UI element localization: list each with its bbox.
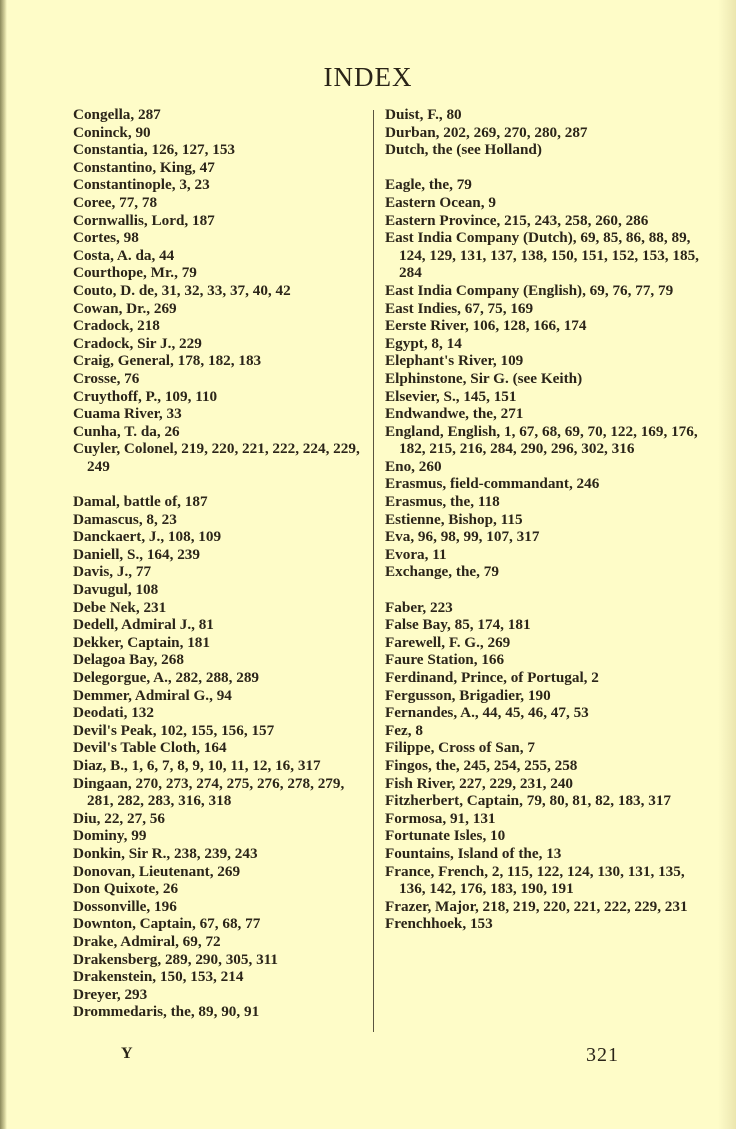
index-entry: France, French, 2, 115, 122, 124, 130, 131, 135, 136, 142, 176, 183, 190, 191: [385, 862, 685, 898]
index-entry: Constantinople, 3, 23: [73, 176, 210, 194]
index-entry: Cortes, 98: [73, 229, 139, 247]
index-entry: Congella, 287: [73, 106, 161, 123]
index-entry: Coree, 77, 78: [73, 193, 158, 211]
index-entry: Exchange, the, 79: [385, 563, 499, 581]
index-entry: Damal, battle of, 187: [73, 493, 208, 511]
index-column-right: [385, 106, 703, 933]
page-edge-left: [0, 0, 7, 1129]
index-entry: Faure Station, 166: [385, 651, 505, 669]
index-entry: Eno, 260: [385, 457, 442, 475]
index-entry: Eerste River, 106, 128, 166, 174: [385, 317, 587, 335]
index-entry: Fernandes, A., 44, 45, 46, 47, 53: [385, 704, 589, 722]
index-entry: False Bay, 85, 174, 181: [385, 616, 531, 634]
index-entry: Durban, 202, 269, 270, 280, 287: [385, 123, 588, 141]
index-entry: Delagoa Bay, 268: [73, 651, 184, 669]
index-entry: Frazer, Major, 218, 219, 220, 221, 222, 229, 231: [385, 897, 688, 915]
index-entry: Frenchhoek, 153: [385, 915, 493, 933]
index-entry: Davis, J., 77: [73, 563, 152, 581]
index-entry: Devil's Peak, 102, 155, 156, 157: [73, 721, 275, 739]
index-entry: Delegorgue, A., 282, 288, 289: [73, 669, 260, 686]
index-entry: Fingos, the, 245, 254, 255, 258: [385, 756, 578, 774]
index-entry: Davugul, 108: [73, 581, 159, 599]
index-entry: Damascus, 8, 23: [73, 510, 177, 528]
index-entry: Elephant's River, 109: [385, 352, 524, 370]
index-entry: Duist, F., 80: [385, 106, 462, 123]
index-entry: Daniell, S., 164, 239: [73, 545, 200, 563]
index-entry: Ferdinand, Prince, of Portugal, 2: [385, 669, 599, 686]
index-entry: Drakensberg, 289, 290, 305, 311: [73, 950, 279, 968]
index-entry: Cunha, T. da, 26: [73, 422, 180, 440]
index-entry: Faber, 223: [385, 598, 453, 616]
index-entry: Fergusson, Brigadier, 190: [385, 686, 551, 704]
index-entry: East Indies, 67, 75, 169: [385, 299, 534, 317]
index-entry: Fitzherbert, Captain, 79, 80, 81, 82, 183, 317: [385, 792, 672, 810]
index-entry: Downton, Captain, 67, 68, 77: [73, 915, 261, 933]
index-column-left: [73, 106, 365, 1021]
index-entry: Elphinstone, Sir G. (see Keith): [385, 369, 583, 387]
column-divider: [373, 110, 374, 1032]
index-entry: Dominy, 99: [73, 827, 147, 845]
index-entry: Devil's Table Cloth, 164: [73, 739, 227, 757]
index-entry: Cuama River, 33: [73, 405, 182, 423]
index-entry: Eastern Province, 215, 243, 258, 260, 286: [385, 211, 649, 229]
index-entry: Drake, Admiral, 69, 72: [73, 932, 221, 950]
index-entry: Eva, 96, 98, 99, 107, 317: [385, 528, 540, 546]
index-entry: Dingaan, 270, 273, 274, 275, 276, 278, 279, 281, 282, 283, 316, 318: [73, 774, 345, 810]
index-entry: Donovan, Lieutenant, 269: [73, 862, 241, 880]
index-entry: Cuyler, Colonel, 219, 220, 221, 222, 224, 229, 249: [73, 440, 360, 475]
index-entry: Cradock, 218: [73, 317, 160, 335]
index-entry: Cruythoff, P., 109, 110: [73, 387, 218, 405]
index-entry: Don Quixote, 26: [73, 880, 179, 898]
page-number: 321: [586, 1044, 619, 1066]
index-entry: Fez, 8: [385, 721, 423, 739]
index-entry: Coninck, 90: [73, 123, 151, 141]
index-entry: Danckaert, J., 108, 109: [73, 528, 222, 546]
index-entry: Deodati, 132: [73, 704, 154, 722]
index-entry: Donkin, Sir R., 238, 239, 243: [73, 844, 258, 862]
index-entry: Debe Nek, 231: [73, 598, 167, 616]
index-entry: Diaz, B., 1, 6, 7, 8, 9, 10, 11, 12, 16, 317: [73, 756, 321, 774]
index-entry: Eagle, the, 79: [385, 176, 472, 194]
index-entry: Craig, General, 178, 182, 183: [73, 352, 262, 370]
index-entry: Courthope, Mr., 79: [73, 264, 197, 282]
index-entry: Egypt, 8, 14: [385, 334, 462, 352]
index-entry: Farewell, F. G., 269: [385, 633, 511, 651]
index-entry: Costa, A. da, 44: [73, 246, 175, 264]
index-entry: East India Company (Dutch), 69, 85, 86, 88, 89, 124, 129, 131, 137, 138, 150, 151, 152, 153, 185, 284: [385, 229, 699, 282]
index-entry: Dossonville, 196: [73, 897, 177, 915]
index-entry: Dekker, Captain, 181: [73, 633, 210, 651]
index-entry: Dutch, the (see Holland): [385, 141, 542, 159]
index-entry: Formosa, 91, 131: [385, 809, 496, 827]
index-entry: Fish River, 227, 229, 231, 240: [385, 774, 574, 792]
index-entry: Dedell, Admiral J., 81: [73, 616, 214, 634]
index-entry: Cradock, Sir J., 229: [73, 334, 202, 352]
index-entry: Fortunate Isles, 10: [385, 827, 506, 845]
index-entry: Constantia, 126, 127, 153: [73, 141, 236, 159]
index-entry: Diu, 22, 27, 56: [73, 809, 165, 827]
index-entry: Drakenstein, 150, 153, 214: [73, 968, 244, 986]
page-edge-right: [718, 0, 736, 1129]
index-entry: England, English, 1, 67, 68, 69, 70, 122, 169, 176, 182, 215, 216, 284, 290, 296, 302, 316: [385, 422, 698, 458]
index-entry: Endwandwe, the, 271: [385, 405, 524, 423]
index-entry: Crosse, 76: [73, 369, 140, 387]
page-title: INDEX: [323, 62, 413, 92]
index-entry: Elsevier, S., 145, 151: [385, 387, 517, 405]
index-entry: Cowan, Dr., 269: [73, 299, 177, 317]
index-entry: Couto, D. de, 31, 32, 33, 37, 40, 42: [73, 281, 291, 299]
index-entry: Eastern Ocean, 9: [385, 193, 496, 211]
index-entry: Demmer, Admiral G., 94: [73, 686, 232, 704]
index-entry: Erasmus, field-commandant, 246: [385, 475, 600, 493]
index-entry: Fountains, Island of the, 13: [385, 844, 562, 862]
index-entry: Filippe, Cross of San, 7: [385, 739, 535, 757]
signature-mark: Y: [121, 1045, 133, 1062]
index-entry: Evora, 11: [385, 545, 447, 563]
index-entry: Erasmus, the, 118: [385, 493, 500, 511]
index-entry: Dreyer, 293: [73, 985, 148, 1003]
index-entry: Estienne, Bishop, 115: [385, 510, 523, 528]
index-entry: Drommedaris, the, 89, 90, 91: [73, 1003, 260, 1021]
index-entry: East India Company (English), 69, 76, 77, 79: [385, 281, 674, 299]
index-entry: Constantino, King, 47: [73, 158, 215, 176]
index-entry: Cornwallis, Lord, 187: [73, 211, 215, 229]
